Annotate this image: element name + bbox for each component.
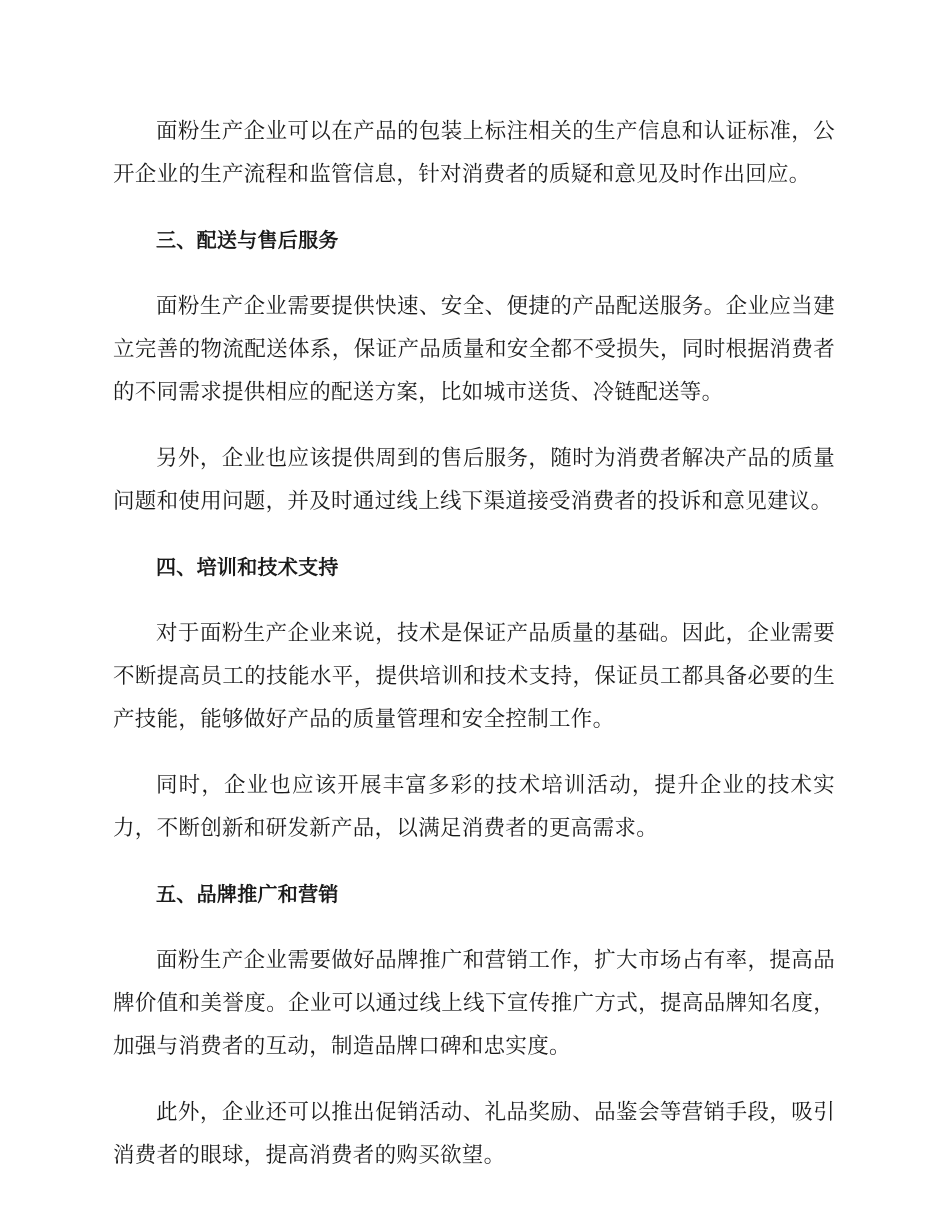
paragraph-marketing-activities: 此外，企业还可以推出促销活动、礼品奖励、品鉴会等营销手段，吸引消费者的眼球，提高消费者的购买欲望。 (113, 1100, 835, 1168)
paragraph-packaging-info: 面粉生产企业可以在产品的包装上标注相关的生产信息和认证标准，公开企业的生产流程和监管信息，针对消费者的质疑和意见及时作出回应。 (113, 119, 835, 187)
section-heading-training: 四、培训和技术支持 (156, 555, 339, 579)
paragraph-delivery-service: 面粉生产企业需要提供快速、安全、便捷的产品配送服务。企业应当建立完善的物流配送体系，保证产品质量和安全都不受损失，同时根据消费者的不同需求提供相应的配送方案，比如城市送货、冷链配送等。 (113, 294, 835, 405)
paragraph-technical-training: 同时，企业也应该开展丰富多彩的技术培训活动，提升企业的技术实力，不断创新和研发新产品，以满足消费者的更高需求。 (113, 773, 835, 841)
document-body (113, 110, 835, 1200)
section-heading-branding: 五、品牌推广和营销 (156, 882, 339, 906)
section-heading-delivery: 三、配送与售后服务 (156, 228, 339, 252)
paragraph-brand-promotion: 面粉生产企业需要做好品牌推广和营销工作，扩大市场占有率，提高品牌价值和美誉度。企业可以通过线上线下宣传推广方式，提高品牌知名度，加强与消费者的互动，制造品牌口碑和忠实度。 (113, 948, 835, 1059)
paragraph-technical-foundation: 对于面粉生产企业来说，技术是保证产品质量的基础。因此，企业需要不断提高员工的技能水平，提供培训和技术支持，保证员工都具备必要的生产技能，能够做好产品的质量管理和安全控制工作。 (113, 621, 835, 732)
paragraph-after-sales: 另外，企业也应该提供周到的售后服务，随时为消费者解决产品的质量问题和使用问题，并及时通过线上线下渠道接受消费者的投诉和意见建议。 (113, 446, 835, 514)
